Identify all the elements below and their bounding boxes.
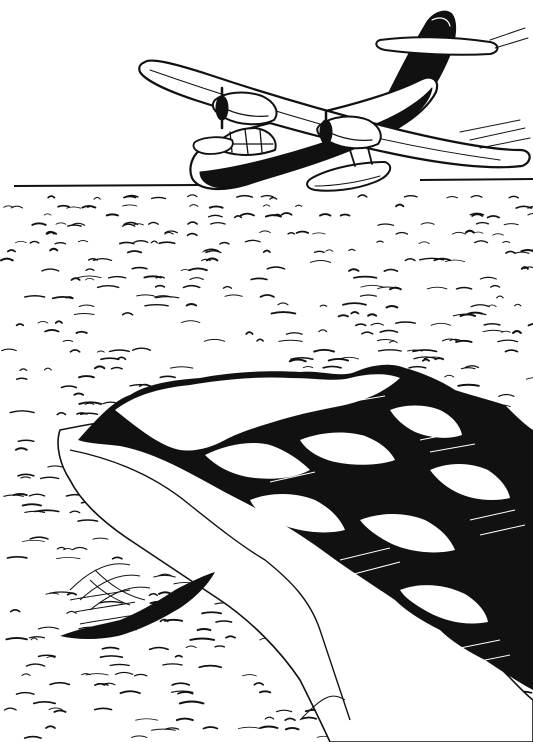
wave-stroke — [18, 474, 34, 476]
wave-stroke — [41, 477, 59, 478]
wave-stroke — [110, 664, 129, 665]
wave-stroke — [1, 259, 13, 261]
wave-stroke — [120, 242, 134, 243]
wave-stroke — [186, 646, 196, 648]
wave-stroke — [477, 223, 489, 224]
wave-stroke — [165, 728, 178, 729]
wave-stroke — [181, 321, 200, 323]
wave-stroke — [431, 323, 450, 325]
wave-stroke — [497, 296, 504, 298]
wave-stroke — [251, 278, 267, 279]
wave-stroke — [55, 243, 66, 244]
wave-stroke — [362, 332, 373, 334]
wave-stroke — [326, 250, 333, 252]
wave-stroke — [46, 593, 59, 594]
wave-stroke — [515, 252, 529, 253]
wave-stroke — [349, 269, 359, 271]
wave-stroke — [211, 223, 225, 224]
wave-stroke — [502, 331, 511, 332]
wave-stroke — [272, 312, 296, 313]
wave-stroke — [261, 196, 273, 197]
wave-stroke — [260, 691, 270, 692]
wave-stroke — [137, 295, 154, 296]
wave-stroke — [93, 538, 108, 539]
wave-stroke — [265, 717, 274, 719]
wave-stroke — [522, 250, 533, 251]
wave-stroke — [135, 674, 147, 675]
wave-stroke — [475, 241, 488, 243]
wave-stroke — [57, 413, 65, 415]
wave-stroke — [48, 466, 62, 467]
wave-stroke — [243, 675, 257, 676]
wave-stroke — [39, 655, 56, 656]
wave-stroke — [11, 206, 22, 208]
wave-stroke — [209, 215, 223, 217]
wave-stroke — [427, 287, 447, 289]
wave-stroke — [223, 287, 231, 289]
wave-stroke — [18, 440, 34, 441]
wave-stroke — [181, 269, 189, 270]
wave-stroke — [356, 324, 366, 325]
wave-stroke — [263, 205, 270, 206]
wave-stroke — [47, 232, 56, 234]
wave-stroke — [361, 285, 384, 287]
wave-stroke — [279, 340, 303, 341]
wave-stroke — [133, 348, 151, 350]
wave-stroke — [151, 241, 157, 243]
wave-stroke — [78, 276, 102, 278]
wave-stroke — [128, 251, 141, 252]
wave-stroke — [498, 340, 518, 342]
wave-stroke — [78, 520, 98, 521]
wave-stroke — [260, 231, 271, 233]
wave-stroke — [23, 504, 41, 505]
wave-stroke — [149, 222, 159, 224]
wave-stroke — [472, 214, 482, 216]
wave-stroke — [6, 638, 27, 639]
wave-stroke — [115, 672, 132, 674]
wave-stroke — [405, 196, 418, 197]
wave-stroke — [44, 368, 51, 370]
wave-stroke — [488, 216, 499, 218]
wave-stroke — [480, 277, 496, 279]
wave-stroke — [21, 477, 31, 478]
wave-stroke — [302, 718, 317, 719]
wave-stroke — [22, 540, 44, 541]
wave-stroke — [245, 240, 260, 242]
wave-stroke — [378, 224, 394, 225]
wave-stroke — [95, 366, 104, 368]
wave-stroke — [257, 339, 263, 341]
wave-stroke — [123, 224, 135, 226]
wave-stroke — [458, 385, 479, 386]
wave-stroke — [61, 386, 76, 388]
wave-stroke — [471, 196, 482, 198]
wave-stroke — [8, 250, 15, 252]
wave-stroke — [188, 195, 198, 197]
wave-stroke — [45, 330, 59, 332]
wave-stroke — [313, 233, 326, 234]
wave-stroke — [210, 206, 223, 207]
wave-stroke — [101, 358, 119, 359]
wave-stroke — [156, 286, 165, 287]
wave-stroke — [339, 315, 348, 316]
wave-stroke — [190, 639, 214, 640]
wave-stroke — [319, 330, 327, 332]
wave-stroke — [457, 288, 472, 289]
wave-stroke — [190, 205, 198, 207]
wave-stroke — [107, 214, 118, 215]
wave-stroke — [54, 711, 65, 712]
wave-stroke — [435, 358, 443, 359]
wave-stroke — [31, 638, 37, 640]
wave-stroke — [123, 205, 137, 206]
wave-stroke — [396, 322, 415, 323]
wave-stroke — [26, 664, 44, 666]
wave-stroke — [159, 242, 175, 243]
wave-stroke — [188, 222, 197, 224]
wave-stroke — [76, 332, 86, 333]
wave-stroke — [16, 448, 27, 450]
wave-stroke — [471, 305, 489, 307]
wave-stroke — [30, 637, 45, 638]
wave-stroke — [2, 349, 17, 351]
wave-stroke — [170, 367, 193, 368]
wave-stroke — [282, 213, 292, 215]
wave-stroke — [199, 666, 221, 668]
wave-stroke — [44, 214, 51, 215]
wave-stroke — [58, 206, 69, 207]
wave-stroke — [88, 206, 94, 207]
wave-stroke — [513, 331, 521, 333]
wave-stroke — [506, 350, 518, 352]
wave-stroke — [323, 366, 341, 367]
wave-stroke — [85, 403, 94, 404]
wave-stroke — [50, 683, 69, 685]
wave-stroke — [57, 558, 81, 559]
wave-stroke — [178, 692, 193, 694]
wave-stroke — [190, 278, 203, 280]
wave-stroke — [42, 269, 59, 271]
wave-stroke — [100, 656, 122, 657]
wave-stroke — [5, 708, 17, 710]
wave-stroke — [79, 376, 94, 377]
wave-stroke — [189, 268, 207, 270]
wave-stroke — [89, 259, 98, 260]
wave-stroke — [154, 575, 175, 577]
wave-stroke — [74, 393, 83, 394]
wave-stroke — [377, 339, 394, 340]
wave-stroke — [102, 648, 118, 649]
wave-stroke — [423, 359, 429, 360]
wave-stroke — [121, 691, 140, 693]
horizon — [14, 179, 533, 186]
wave-stroke — [491, 286, 500, 288]
wave-stroke — [67, 611, 76, 613]
wave-stroke — [30, 494, 45, 496]
wave-stroke — [172, 683, 189, 685]
wave-stroke — [97, 351, 104, 352]
wave-stroke — [38, 627, 58, 629]
wave-stroke — [320, 305, 327, 306]
wave-stroke — [183, 286, 199, 288]
wave-stroke — [296, 205, 302, 206]
wave-stroke — [396, 205, 403, 207]
wave-stroke — [499, 395, 514, 397]
wave-stroke — [112, 368, 123, 369]
wave-stroke — [56, 223, 66, 224]
wave-stroke — [277, 710, 292, 712]
wave-stroke — [22, 674, 30, 676]
wave-stroke — [113, 557, 123, 559]
wave-stroke — [267, 267, 284, 269]
wave-stroke — [354, 277, 377, 278]
wave-stroke — [515, 304, 521, 306]
wave-stroke — [466, 231, 474, 233]
wave-stroke — [509, 196, 518, 198]
wave-stroke — [50, 249, 57, 251]
wave-stroke — [286, 333, 302, 335]
wave-stroke — [180, 702, 204, 704]
wave-stroke — [56, 321, 62, 323]
wave-stroke — [17, 324, 24, 325]
wave-stroke — [238, 727, 260, 728]
wave-stroke — [136, 719, 158, 720]
wave-stroke — [368, 314, 376, 316]
wave-stroke — [474, 232, 483, 233]
wave-stroke — [177, 719, 193, 721]
wave-stroke — [405, 259, 415, 261]
wave-stroke — [226, 636, 235, 638]
wave-stroke — [34, 702, 55, 704]
wave-stroke — [246, 332, 252, 334]
wave-stroke — [215, 646, 224, 647]
wave-stroke — [25, 296, 45, 297]
wave-stroke — [202, 612, 221, 613]
wave-stroke — [445, 375, 454, 377]
wave-stroke — [241, 214, 254, 216]
wave-stroke — [528, 213, 533, 215]
wave-stroke — [452, 232, 466, 234]
wave-stroke — [95, 708, 112, 709]
wave-stroke — [94, 197, 101, 199]
wave-stroke — [264, 251, 270, 253]
wave-stroke — [38, 321, 48, 323]
wave-stroke — [270, 198, 277, 200]
wave-stroke — [176, 656, 183, 657]
wave-stroke — [421, 223, 434, 225]
wave-stroke — [254, 683, 263, 685]
wave-stroke — [165, 620, 182, 621]
wave-stroke — [124, 196, 135, 197]
wave-stroke — [235, 216, 242, 218]
wave-stroke — [150, 648, 168, 650]
wave-stroke — [290, 360, 306, 362]
wave-stroke — [30, 241, 39, 243]
wave-stroke — [132, 268, 147, 269]
wave-stroke — [389, 341, 397, 343]
wave-stroke — [419, 242, 429, 244]
wave-stroke — [134, 241, 148, 243]
wave-stroke — [261, 295, 274, 297]
wave-stroke — [204, 727, 218, 729]
wave-stroke — [315, 251, 325, 252]
wave-stroke — [86, 269, 94, 270]
wave-stroke — [237, 196, 253, 197]
wave-stroke — [409, 367, 426, 368]
wave-stroke — [303, 367, 312, 368]
wave-stroke — [493, 234, 504, 235]
wave-stroke — [504, 224, 518, 225]
wave-stroke — [160, 376, 175, 377]
wave-stroke — [379, 350, 402, 351]
wave-stroke — [349, 249, 355, 250]
wave-stroke — [156, 297, 179, 298]
wave-stroke — [377, 241, 383, 242]
wave-stroke — [47, 657, 55, 658]
wave-stroke — [503, 242, 510, 243]
wave-stroke — [484, 324, 500, 325]
wave-stroke — [288, 233, 295, 234]
wave-stroke — [73, 547, 87, 549]
wave-stroke — [68, 593, 77, 595]
wave-stroke — [144, 276, 161, 277]
wave-stroke — [75, 314, 95, 315]
wave-stroke — [11, 610, 20, 612]
wave-stroke — [220, 243, 229, 245]
wave-stroke — [380, 330, 397, 332]
wave-stroke — [68, 225, 81, 226]
wave-stroke — [8, 557, 27, 558]
wave-stroke — [149, 594, 157, 596]
wave-stroke — [483, 330, 503, 331]
wave-icon — [70, 564, 150, 610]
wave-stroke — [456, 341, 472, 342]
wave-stroke — [10, 411, 34, 413]
wave-stroke — [79, 305, 94, 307]
wave-stroke — [314, 350, 334, 352]
wave-stroke — [396, 233, 407, 235]
wave-stroke — [30, 537, 48, 539]
wave-stroke — [70, 511, 80, 513]
wave-stroke — [98, 286, 119, 288]
wave-stroke — [387, 306, 398, 308]
wave-stroke — [57, 547, 65, 549]
wave-stroke — [341, 215, 350, 216]
wave-stroke — [70, 350, 79, 352]
wave-stroke — [371, 323, 383, 325]
wave-stroke — [420, 258, 444, 259]
wave-stroke — [260, 727, 277, 729]
seaplane-icon — [139, 11, 530, 190]
wave-stroke — [204, 339, 224, 341]
wave-stroke — [278, 303, 288, 305]
wave-stroke — [46, 726, 55, 728]
wave-stroke — [78, 241, 87, 242]
wave-stroke — [109, 277, 126, 278]
wave-stroke — [63, 340, 72, 341]
wave-stroke — [343, 303, 366, 305]
wave-stroke — [123, 313, 133, 315]
wave-stroke — [48, 196, 54, 198]
wave-stroke — [85, 278, 93, 280]
wave-stroke — [163, 664, 182, 665]
wave-stroke — [506, 251, 515, 253]
wave-stroke — [216, 621, 232, 622]
wave-stroke — [49, 708, 62, 710]
wave-stroke — [361, 295, 377, 296]
wave-stroke — [152, 197, 166, 198]
wave-stroke — [447, 197, 458, 198]
wave-stroke — [152, 729, 176, 730]
wave-stroke — [297, 232, 309, 233]
wave-stroke — [72, 278, 80, 280]
wave-stroke — [15, 241, 26, 243]
wave-stroke — [20, 369, 27, 371]
wave-stroke — [358, 195, 367, 197]
wave-stroke — [198, 629, 211, 630]
wave-stroke — [311, 261, 331, 263]
wave-stroke — [529, 324, 533, 326]
wave-stroke — [16, 693, 34, 695]
wave-stroke — [17, 378, 27, 379]
wave-stroke — [286, 728, 299, 730]
wave-stroke — [461, 368, 475, 369]
wave-stroke — [384, 269, 397, 271]
wave-stroke — [99, 602, 122, 603]
wave-stroke — [110, 350, 130, 352]
wave-stroke — [32, 223, 45, 225]
wave-stroke — [413, 350, 437, 352]
wave-stroke — [132, 736, 147, 738]
wave-stroke — [188, 234, 198, 236]
wave-stroke — [285, 718, 295, 720]
wave-stroke — [145, 305, 168, 306]
wave-stroke — [320, 214, 330, 216]
wave-stroke — [351, 312, 358, 314]
wave-stroke — [187, 304, 197, 306]
wave-stroke — [25, 737, 41, 739]
wave-stroke — [225, 295, 242, 296]
wave-stroke — [329, 359, 348, 361]
wave-stroke — [526, 378, 533, 380]
